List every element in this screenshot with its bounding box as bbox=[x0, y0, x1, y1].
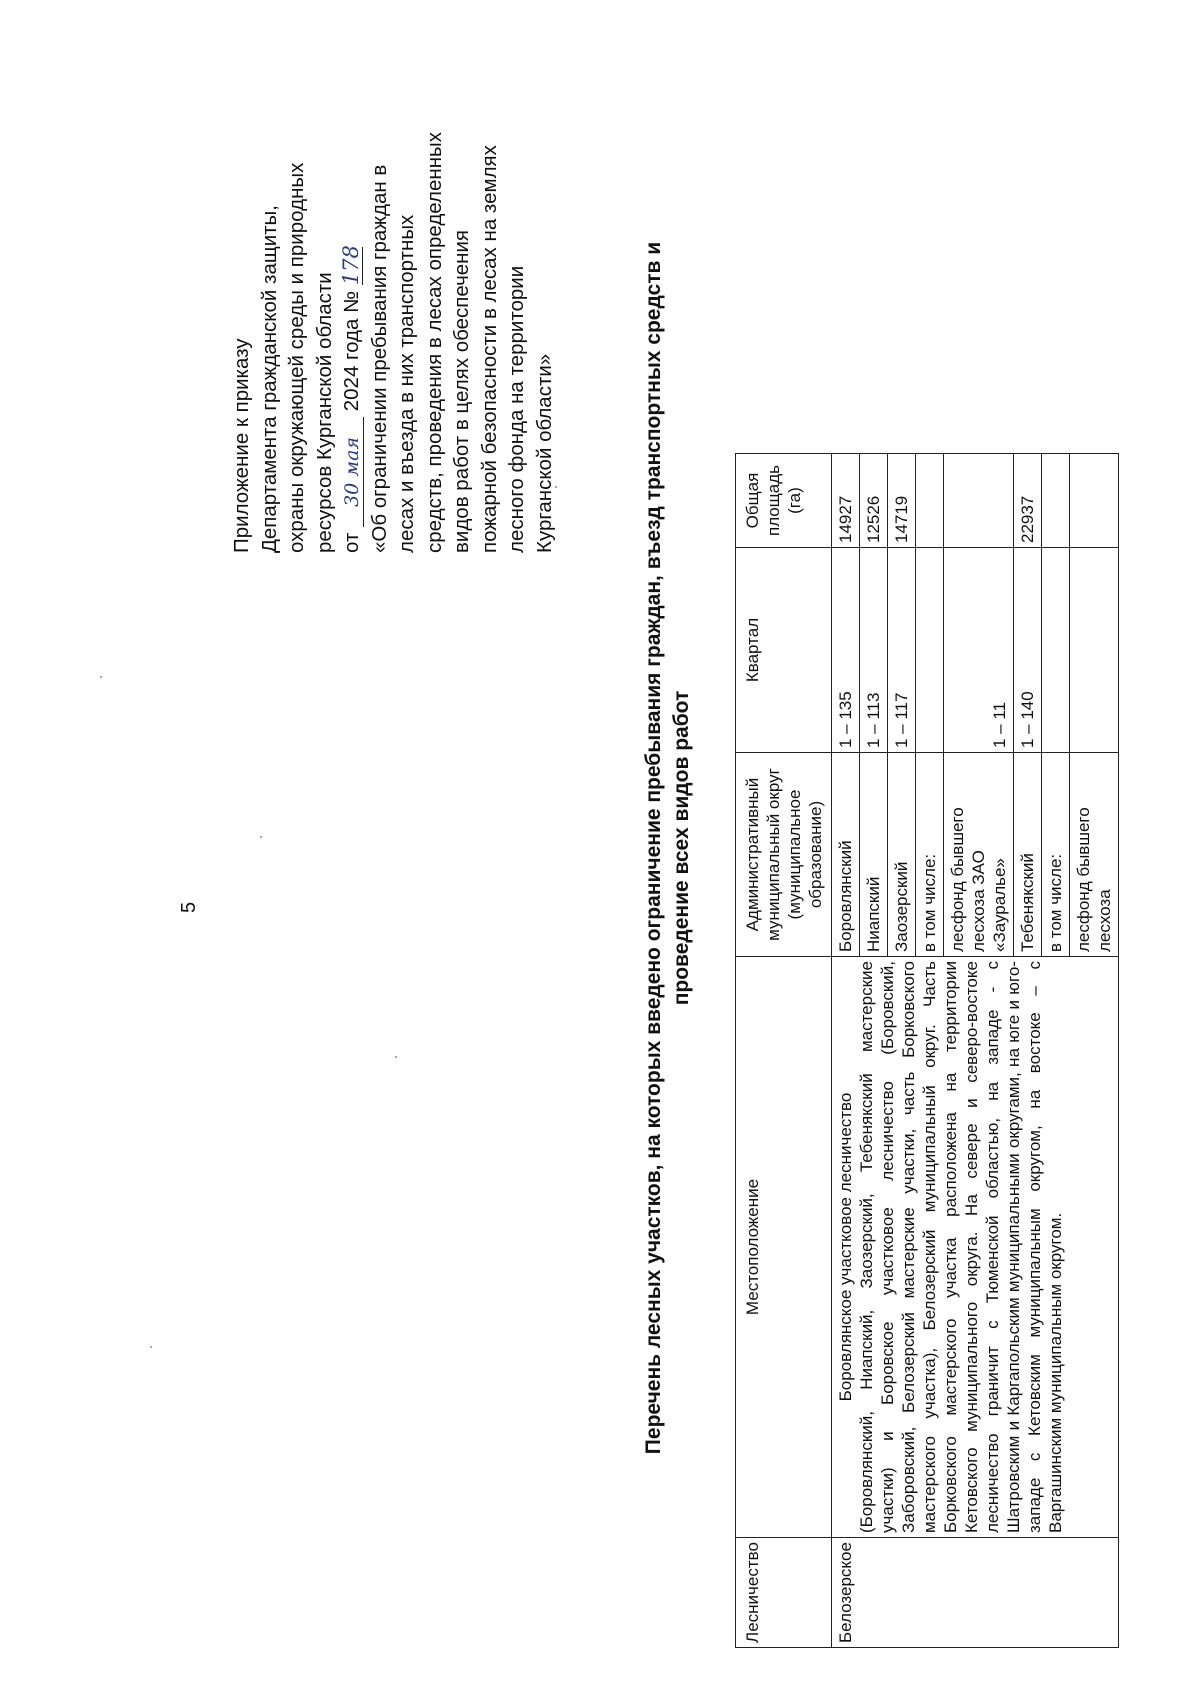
appendix-title-line: лесах и въезда в них транспортных bbox=[395, 214, 418, 553]
appendix-date-line bbox=[338, 28, 366, 553]
cell-area bbox=[1042, 454, 1070, 548]
appendix-line: ресурсов Курганской области bbox=[312, 272, 336, 553]
appendix-title-line: лесного фонда на территории bbox=[505, 265, 528, 553]
cell-area bbox=[916, 454, 944, 548]
cell-district: в том числе: bbox=[1042, 753, 1070, 957]
cell-location bbox=[832, 957, 1119, 1538]
header-forestry: Лесничество bbox=[736, 1538, 832, 1648]
location-first-line: Боровлянское участковое лесничество bbox=[836, 1092, 855, 1402]
scan-speck bbox=[395, 1056, 397, 1058]
header-district: Административный муниципальный округ (муниципальное образование) bbox=[736, 753, 832, 957]
cell-quarter bbox=[1042, 548, 1070, 753]
header-quarter: Квартал bbox=[736, 548, 832, 753]
appendix-title-line: видов работ в целях обеспечения bbox=[450, 229, 473, 553]
appendix-line: Департамента гражданской защиты, bbox=[257, 205, 281, 553]
cell-area bbox=[1070, 454, 1119, 548]
scan-speck bbox=[555, 486, 557, 488]
page-number: 5 bbox=[178, 901, 200, 913]
cell-quarter: 1 – 113 bbox=[860, 548, 888, 753]
appendix-title-line: пожарной безопасности в лесах на землях bbox=[477, 145, 501, 553]
cell-district: Ниапский bbox=[860, 753, 888, 957]
cell-quarter: 1 – 140 bbox=[1014, 548, 1042, 753]
table-header-row bbox=[736, 454, 832, 1648]
table-row bbox=[832, 454, 860, 1648]
appendix-line: охраны окружающей среды и природных bbox=[285, 162, 308, 553]
forest-plots-table bbox=[735, 453, 1119, 1648]
cell-district: Заозерский bbox=[888, 753, 916, 957]
appendix-line: Приложение к приказу bbox=[230, 338, 253, 553]
handwritten-order-number: 178 bbox=[339, 245, 363, 286]
title-line: проведение всех видов работ bbox=[670, 690, 693, 1006]
cell-area: 14719 bbox=[888, 454, 916, 548]
scan-speck bbox=[150, 1346, 152, 1348]
cell-quarter: 1 – 135 bbox=[832, 548, 860, 753]
cell-district: лесфонд бывшего лесхоза bbox=[1070, 753, 1119, 957]
date-prefix: от bbox=[340, 532, 363, 553]
location-text: (Боровлянский, Ниапский, Заозерский, Тебенякский мастерские участки) и Боровское участковое лесничество (Боровский, Заборовский, Белозерский мастерские участки, часть Борковского мастерского участка), Белозерский муниципальный округ. Часть Борковского мастерского участка расположена на территории Кетовского муниципального округа. На севере и северо-востоке лесничество граничит с Тюменской областью, на западе - с Шатровским и Каргапольским муниципальными округами, на юге и юго-западе с Кетовским муниципальным округом, на востоке – с Варгашинским муниципальным округом. bbox=[857, 961, 1065, 1534]
scan-speck bbox=[260, 836, 262, 838]
appendix-title-line: «Об ограничении пребывания граждан в bbox=[367, 164, 391, 553]
cell-area: 14927 bbox=[832, 454, 860, 548]
cell-district: Тебенякский bbox=[1014, 753, 1042, 957]
cell-quarter: 1 – 117 bbox=[888, 548, 916, 753]
header-location: Местоположение bbox=[736, 957, 832, 1538]
cell-district: Боровлянский bbox=[832, 753, 860, 957]
cell-quarter bbox=[916, 548, 944, 753]
appendix-block bbox=[228, 28, 558, 553]
cell-forestry: Белозерское bbox=[832, 1538, 1119, 1648]
appendix-title-line: Курганской области» bbox=[532, 353, 556, 553]
cell-district: лесфонд бывшего лесхоза ЗАО «Зауралье» bbox=[944, 753, 1014, 957]
cell-area: 12526 bbox=[860, 454, 888, 548]
document-title bbox=[640, 58, 696, 1638]
cell-district: в том числе: bbox=[916, 753, 944, 957]
cell-area: 22937 bbox=[1014, 454, 1042, 548]
header-area: Общая площадь (га) bbox=[736, 454, 832, 548]
cell-quarter bbox=[1070, 548, 1119, 753]
appendix-title-line: средств, проведения в лесах определенных bbox=[422, 131, 446, 553]
cell-quarter: 1 – 11 bbox=[944, 548, 1014, 753]
handwritten-date: 30 мая bbox=[341, 417, 364, 527]
cell-area bbox=[944, 454, 1014, 548]
title-line: Перечень лесных участков, на которых введено ограничение пребывания граждан, въезд транспортных средств и bbox=[642, 241, 665, 1455]
scan-speck bbox=[100, 676, 102, 678]
date-year: 2024 года № bbox=[340, 290, 363, 412]
